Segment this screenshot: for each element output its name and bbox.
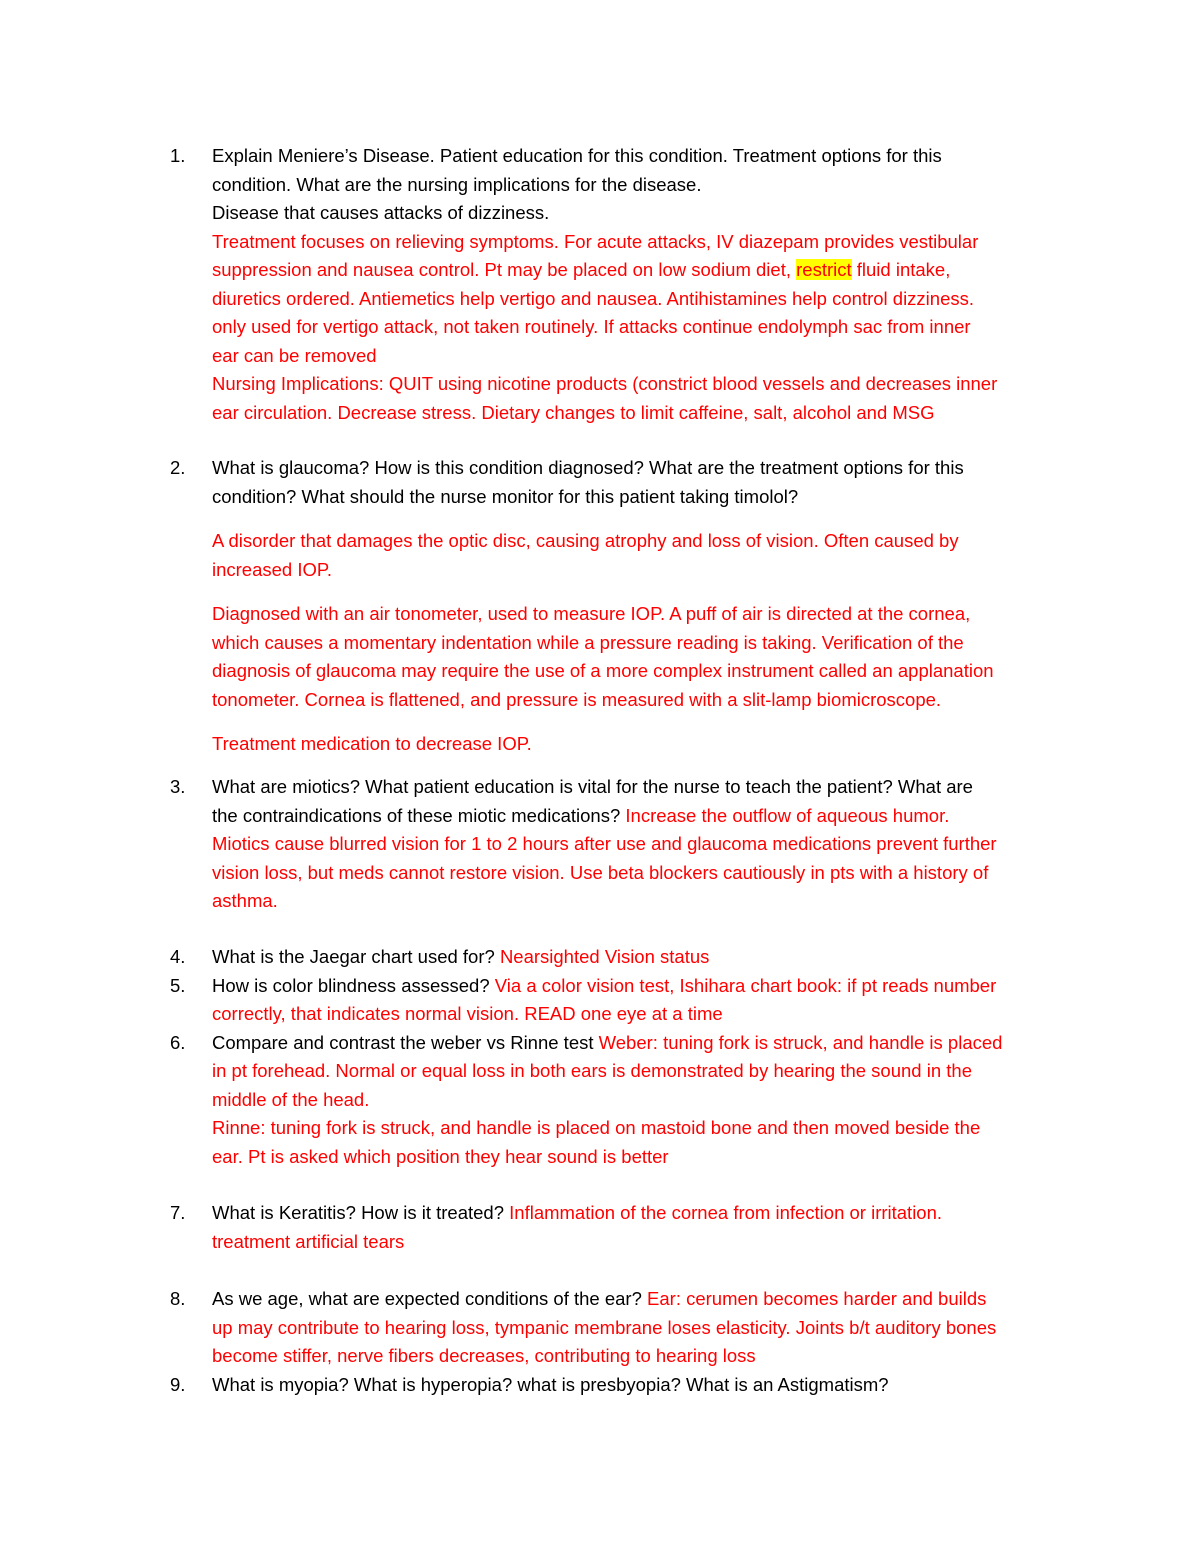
answer-text-segment: suppression and nausea control. Pt may be placed on low sodium diet, — [212, 259, 797, 280]
answer-text: tonometer. Cornea is flattened, and pressure is measured with a slit-lamp biomicroscope. — [212, 688, 942, 710]
question-text — [212, 972, 1062, 1001]
answer-text-segment: Increase the outflow of aqueous humor. — [625, 804, 950, 826]
answer-text: Treatment focuses on relieving symptoms. For acute attacks, IV diazepam provides vestibular — [212, 230, 979, 252]
item-number: 7. — [170, 1202, 186, 1223]
question-text-segment: Compare and contrast the weber vs Rinne test — [212, 1031, 599, 1053]
highlighted-word: restrict — [796, 259, 852, 280]
answer-text: Treatment medication to decrease IOP. — [212, 733, 532, 754]
item-number: 5. — [170, 974, 186, 996]
item-number: 1. — [170, 145, 186, 166]
question-text-segment: What is Keratitis? How is it treated? — [212, 1202, 510, 1223]
question-text: What are miotics? What patient education is vital for the nurse to teach the patient? What are — [212, 776, 973, 797]
answer-text: middle of the head. — [212, 1088, 370, 1110]
answer-text: only used for vertigo attack, not taken routinely. If attacks continue endolymph sac from inner — [212, 316, 971, 337]
answer-text: A disorder that damages the optic disc, causing atrophy and loss of vision. Often caused by — [212, 530, 959, 551]
answer-text: asthma. — [212, 890, 278, 911]
answer-text: vision loss, but meds cannot restore vision. Use beta blockers cautiously in pts with a history of — [212, 861, 989, 883]
answer-text: up may contribute to hearing loss, tympanic membrane loses elasticity. Joints b/t auditory bones — [212, 1316, 997, 1338]
item-body — [212, 1285, 1062, 1371]
item-number: 3. — [170, 776, 186, 797]
question-text — [212, 1199, 1062, 1228]
item-number: 8. — [170, 1288, 186, 1309]
item-number: 2. — [170, 457, 186, 478]
item-number: 4. — [170, 946, 186, 967]
item-body — [212, 1029, 1062, 1172]
item-body — [212, 1371, 1062, 1400]
item-body — [212, 773, 1062, 916]
question-text — [212, 943, 1062, 972]
question-text-segment: the contraindications of these miotic medications? — [212, 804, 626, 826]
question-text: What is glaucoma? How is this condition diagnosed? What are the treatment options for this — [212, 457, 964, 478]
answer-text: which causes a momentary indentation while a pressure reading is taking. Verification of the — [212, 631, 964, 653]
question-text: condition. What are the nursing implications for the disease. — [212, 173, 702, 195]
answer-text: diuretics ordered. Antiemetics help vertigo and nausea. Antihistamines help control dizziness. — [212, 287, 975, 309]
question-text: What is myopia? What is hyperopia? what is presbyopia? What is an Astigmatism? — [212, 1373, 889, 1395]
question-text — [212, 1029, 1062, 1058]
question-text: condition? What should the nurse monitor for this patient taking timolol? — [212, 485, 799, 507]
item-body — [212, 972, 1062, 1029]
answer-text: Rinne: tuning fork is struck, and handle is placed on mastoid bone and then moved beside the — [212, 1117, 981, 1138]
item-body — [212, 943, 1062, 972]
answer-text-segment: Inflammation of the cornea from infection or irritation. — [509, 1202, 943, 1223]
answer-text: ear can be removed — [212, 344, 377, 366]
answer-text-segment: fluid intake, — [851, 259, 951, 280]
item-number: 6. — [170, 1031, 186, 1053]
question-text — [212, 1285, 1062, 1314]
answer-text: Diagnosed with an air tonometer, used to measure IOP. A puff of air is directed at the cornea, — [212, 603, 971, 624]
answer-text-segment: Ear: cerumen becomes harder and builds — [647, 1288, 987, 1309]
answer-text: ear. Pt is asked which position they hear sound is better — [212, 1145, 669, 1167]
answer-text: ear circulation. Decrease stress. Dietary changes to limit caffeine, salt, alcohol and MSG — [212, 401, 935, 423]
question-text — [212, 802, 1062, 831]
answer-text: become stiffer, nerve fibers decreases, contributing to hearing loss — [212, 1345, 756, 1366]
item-body — [212, 1199, 1062, 1256]
item-number: 9. — [170, 1373, 186, 1395]
answer-text: diagnosis of glaucoma may require the use of a more complex instrument called an applanation — [212, 660, 994, 681]
answer-text: increased IOP. — [212, 558, 332, 580]
question-text-segment: What is the Jaegar chart used for? — [212, 946, 500, 967]
item-body — [212, 142, 1062, 427]
question-text-segment: How is color blindness assessed? — [212, 974, 495, 996]
answer-text-segment: Weber: tuning fork is struck, and handle is placed — [598, 1031, 1003, 1053]
question-text: Explain Meniere’s Disease. Patient education for this condition. Treatment options for this — [212, 145, 942, 166]
answer-text-segment: Nearsighted Vision status — [499, 946, 710, 967]
answer-text: in pt forehead. Normal or equal loss in both ears is demonstrated by hearing the sound in the — [212, 1060, 972, 1081]
item-body — [212, 454, 1062, 759]
answer-text — [212, 256, 1062, 285]
question-text-segment: As we age, what are expected conditions of the ear? — [212, 1288, 648, 1309]
answer-text: Nursing Implications: QUIT using nicotine products (constrict blood vessels and decreases inner — [212, 373, 998, 394]
answer-text: treatment artificial tears — [212, 1230, 405, 1252]
answer-text: Miotics cause blurred vision for 1 to 2 hours after use and glaucoma medications prevent further — [212, 833, 997, 854]
answer-text: Disease that causes attacks of dizziness. — [212, 202, 550, 223]
answer-text: correctly, that indicates normal vision. READ one eye at a time — [212, 1003, 723, 1024]
answer-text-segment: Via a color vision test, Ishihara chart book: if pt reads number — [494, 974, 997, 996]
